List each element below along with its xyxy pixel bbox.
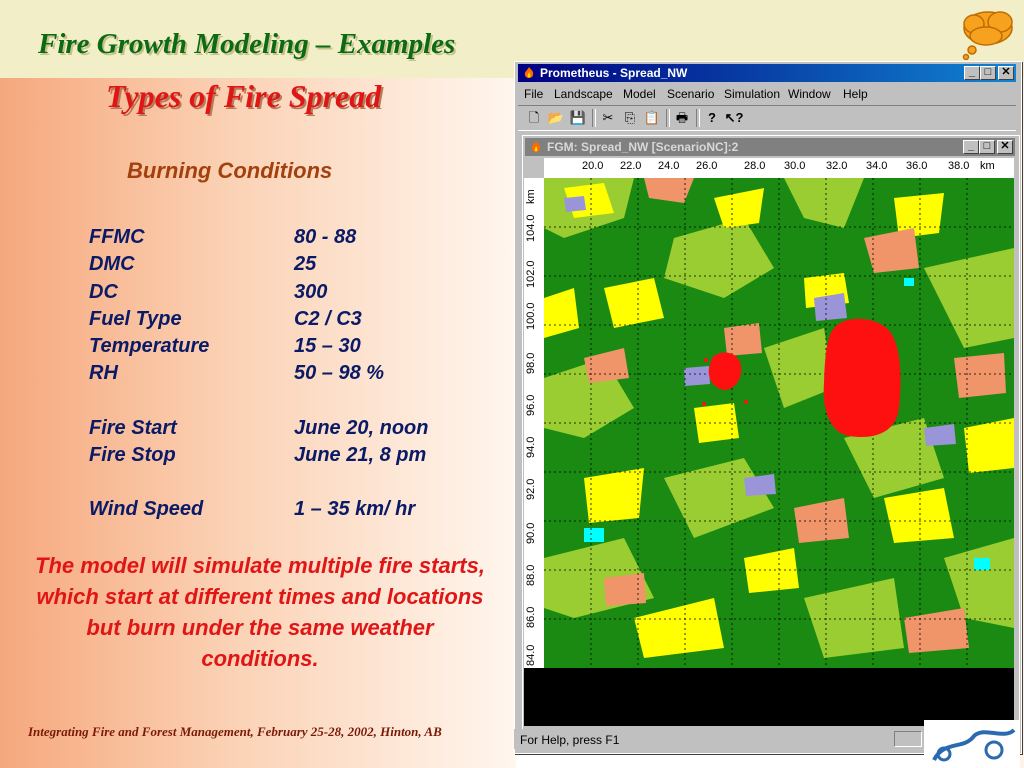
copy-icon[interactable]: ⎘: [624, 110, 636, 125]
param-label: FFMC: [89, 226, 145, 248]
save-icon[interactable]: 💾: [569, 110, 587, 125]
fire-ignition-point: [702, 402, 706, 406]
maximize-button[interactable]: □: [980, 66, 996, 80]
child-title: FGM: Spread_NW [ScenarioNC]:2: [547, 140, 739, 154]
param-value: 25: [294, 253, 317, 276]
map-empty-area: [524, 668, 1014, 726]
app-window-buttons: [964, 66, 1014, 80]
fire-ignition-point: [704, 358, 708, 362]
child-window-buttons: [963, 140, 1013, 154]
x-tick-label: 20.0: [582, 160, 604, 172]
fire-perimeter-large: [824, 319, 901, 437]
param-label: Fuel Type: [89, 307, 182, 330]
context-help-icon[interactable]: ↖?: [724, 110, 744, 125]
close-button[interactable]: ✕: [998, 66, 1014, 80]
close-button[interactable]: ✕: [997, 140, 1013, 154]
param-row: [89, 253, 509, 280]
fire-icon: [529, 140, 543, 154]
slide-footer: Integrating Fire and Forest Management, February 25-28, 2002, Hinton, AB: [28, 724, 442, 739]
param-spacer: [89, 471, 509, 498]
cut-icon[interactable]: ✂: [602, 110, 614, 125]
y-unit-label: km: [525, 189, 537, 204]
y-tick-label: 96.0: [525, 394, 537, 416]
toolbar: [518, 105, 1016, 131]
burning-conditions-heading: Burning Conditions: [127, 158, 333, 183]
minimize-button[interactable]: _: [963, 140, 979, 154]
app-title: Prometheus - Spread_NW: [540, 66, 688, 80]
restore-button[interactable]: □: [979, 140, 995, 154]
status-pane: [894, 731, 922, 747]
param-label: Fire Start: [89, 416, 177, 439]
y-axis-ruler: [524, 178, 545, 668]
param-row: [89, 498, 509, 525]
param-row: [89, 308, 509, 335]
x-tick-label: 28.0: [744, 160, 766, 172]
help-icon[interactable]: ?: [708, 110, 716, 125]
param-label: Temperature: [89, 335, 210, 358]
menu-model[interactable]: Model: [623, 87, 656, 101]
new-icon[interactable]: 🗋: [528, 110, 540, 125]
param-value: 15 – 30: [294, 335, 361, 358]
y-tick-label: 102.0: [525, 260, 537, 288]
param-row: [89, 444, 509, 471]
print-icon[interactable]: 🖶: [675, 110, 689, 125]
fire-ignition-point: [744, 400, 748, 404]
x-tick-label: 38.0: [948, 160, 970, 172]
conditions-table: [89, 226, 509, 526]
param-label: Fire Stop: [89, 444, 176, 467]
app-title-bar[interactable]: [518, 64, 1016, 82]
child-title-bar[interactable]: [525, 138, 1015, 156]
y-tick-label: 92.0: [525, 478, 537, 500]
toolbar-separator: [666, 109, 670, 127]
menu-file[interactable]: File: [524, 87, 544, 101]
status-text: For Help, press F1: [520, 733, 620, 747]
param-row: [89, 226, 509, 253]
y-tick-label: 104.0: [525, 214, 537, 242]
param-row: [89, 417, 509, 444]
param-value: 50 – 98 %: [294, 362, 385, 385]
param-value: June 21, 8 pm: [294, 444, 427, 467]
x-tick-label: 26.0: [696, 160, 718, 172]
x-tick-label: 30.0: [784, 160, 806, 172]
toolbar-separator: [696, 109, 700, 127]
menu-simulation[interactable]: Simulation: [724, 87, 781, 101]
param-value: June 20, noon: [294, 416, 429, 439]
menu-bar: [518, 84, 1016, 104]
param-row: [89, 362, 509, 389]
param-value: 1 – 35 km/ hr: [294, 498, 416, 521]
y-tick-label: 90.0: [525, 522, 537, 544]
thought-cloud-icon: [958, 6, 1018, 60]
y-tick-label: 86.0: [525, 606, 537, 628]
x-tick-label: 34.0: [866, 160, 888, 172]
slide-subtitle: Types of Fire Spread: [106, 78, 382, 114]
logo-icon: [924, 720, 1020, 768]
menu-help[interactable]: Help: [843, 87, 868, 101]
x-tick-label: 32.0: [826, 160, 848, 172]
menu-window[interactable]: Window: [788, 87, 831, 101]
slide-title: Fire Growth Modeling – Examples: [38, 28, 456, 60]
x-tick-label: 22.0: [620, 160, 642, 172]
param-row: [89, 335, 509, 362]
param-label: DMC: [89, 253, 135, 276]
x-axis-ruler: [544, 158, 1014, 179]
y-tick-label: 98.0: [525, 352, 537, 374]
menu-scenario[interactable]: Scenario: [667, 87, 715, 101]
y-tick-label: 88.0: [525, 564, 537, 586]
simulation-note: The model will simulate multiple fire starts, which start at different times and locations but burn under the same weather conditions.: [35, 553, 485, 671]
param-value: 80 - 88: [294, 226, 357, 248]
y-tick-label: 84.0: [525, 644, 537, 666]
toolbar-separator: [592, 109, 596, 127]
y-tick-label: 94.0: [525, 436, 537, 458]
param-label: RH: [89, 362, 118, 385]
param-label: DC: [89, 280, 118, 303]
fuel-map-canvas[interactable]: [544, 178, 1014, 668]
param-row: [89, 281, 509, 308]
x-tick-label: 36.0: [906, 160, 928, 172]
fire-icon: [522, 66, 536, 80]
param-label: Wind Speed: [89, 498, 204, 521]
open-icon[interactable]: 📂: [547, 110, 565, 125]
param-spacer: [89, 390, 509, 417]
param-value: C2 / C3: [294, 307, 362, 330]
x-tick-label: 24.0: [658, 160, 680, 172]
paste-icon[interactable]: 📋: [643, 110, 661, 125]
param-value: 300: [294, 280, 328, 303]
y-tick-label: 100.0: [525, 302, 537, 330]
x-unit-label: km: [980, 160, 995, 172]
menu-landscape[interactable]: Landscape: [554, 87, 613, 101]
minimize-button[interactable]: _: [964, 66, 980, 80]
